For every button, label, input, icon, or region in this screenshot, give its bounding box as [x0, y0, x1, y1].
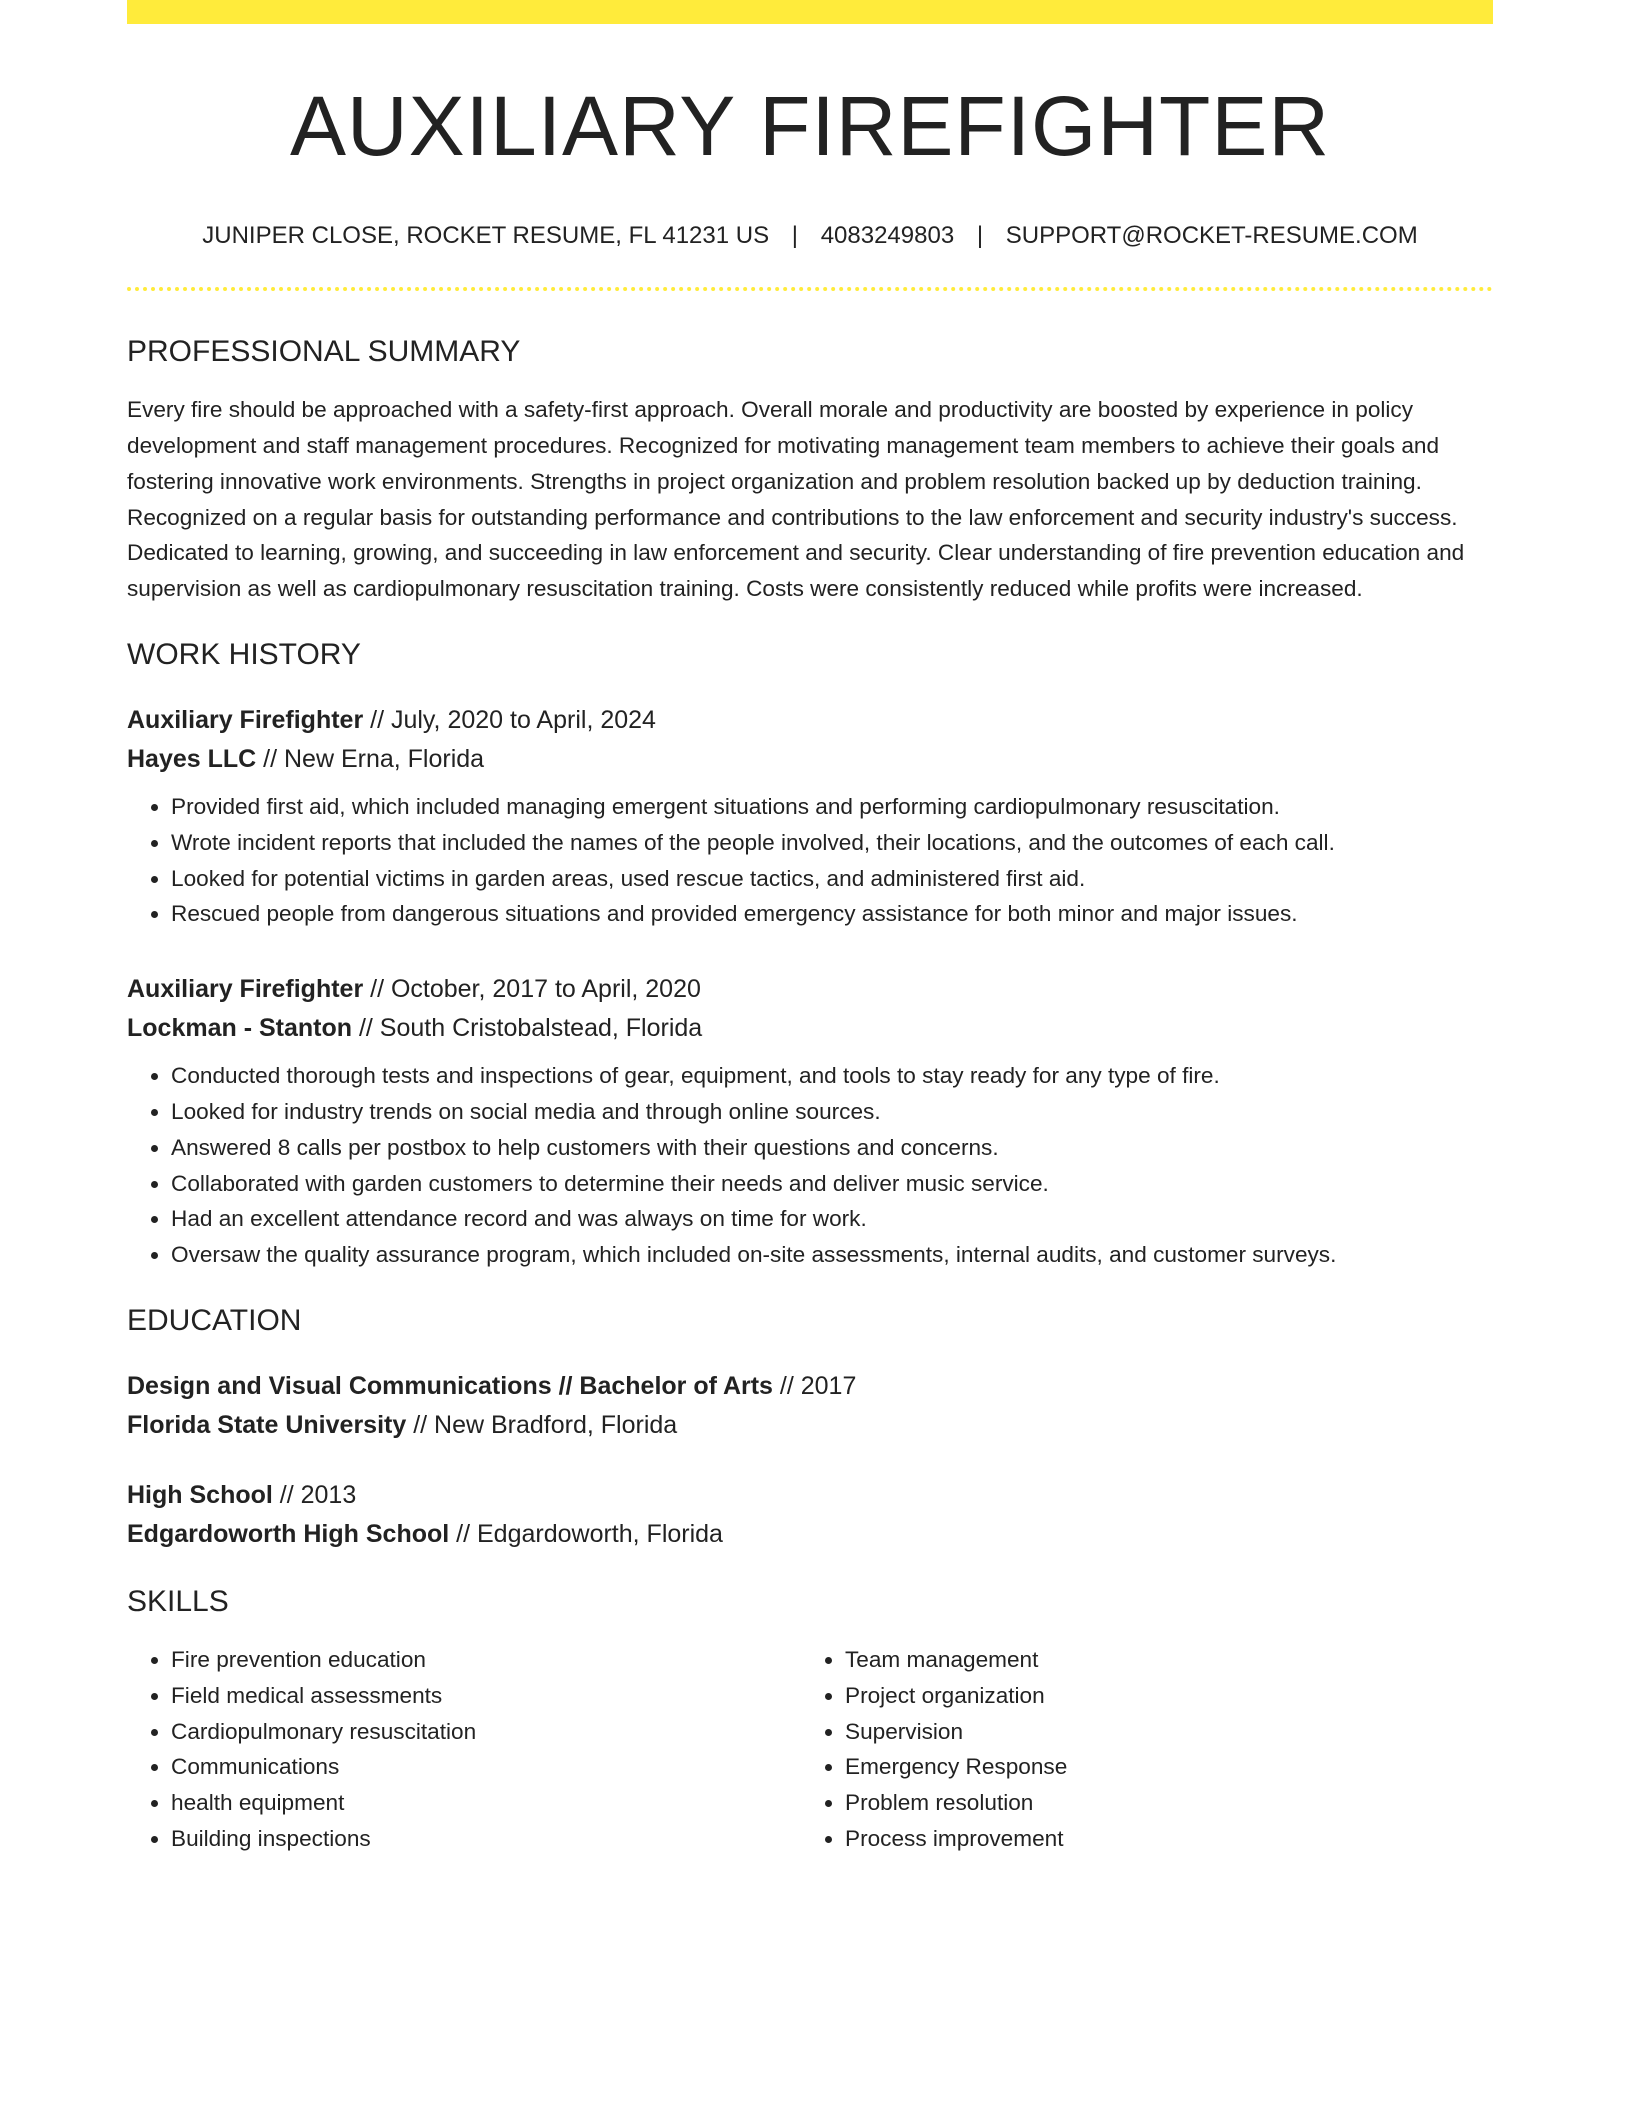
skills-list-right: [801, 1642, 1475, 1857]
job-title-line: [127, 701, 1493, 740]
education-entry: [127, 1367, 1493, 1445]
job-company: Hayes LLC: [127, 744, 257, 773]
list-item: • Had an excellent attendance record and was always on time for work.: [171, 1201, 1493, 1237]
skill-item: • Problem resolution: [845, 1785, 1475, 1821]
degree-line: [127, 1476, 1493, 1515]
list-item: • Collaborated with garden customers to determine their needs and deliver music service.: [171, 1166, 1493, 1202]
school-line: [127, 1406, 1493, 1445]
school-name: Florida State University: [127, 1410, 407, 1439]
list-item: • Wrote incident reports that included the names of the people involved, their locations, and the outcomes of each call.: [171, 825, 1493, 861]
contact-separator: |: [791, 222, 799, 250]
school-name: Edgardoworth High School: [127, 1519, 450, 1548]
list-item: • Looked for industry trends on social media and through online sources.: [171, 1094, 1493, 1130]
skill-item: • health equipment: [171, 1785, 801, 1821]
job-bullets: [127, 789, 1493, 932]
address-text: JUNIPER CLOSE, ROCKET RESUME, FL 41231 US: [202, 222, 770, 250]
job-entry: [127, 701, 1493, 932]
list-item: • Rescued people from dangerous situations and provided emergency assistance for both minor and major issues.: [171, 896, 1493, 932]
skills-columns: [127, 1642, 1493, 1857]
skill-item: • Building inspections: [171, 1821, 801, 1857]
skills-heading: SKILLS: [127, 1584, 229, 1618]
skill-item: • Team management: [845, 1642, 1475, 1678]
phone-text: 4083249803: [820, 222, 955, 250]
school-location: // Edgardoworth, Florida: [449, 1519, 723, 1548]
school-location: // New Bradford, Florida: [406, 1410, 678, 1439]
list-item: • Conducted thorough tests and inspections of gear, equipment, and tools to stay ready for any type of fire.: [171, 1058, 1493, 1094]
education-heading: EDUCATION: [127, 1303, 302, 1337]
degree-year: // 2017: [772, 1371, 857, 1400]
contact-separator: |: [976, 222, 984, 250]
contact-line: [127, 222, 1493, 251]
skill-item: • Project organization: [845, 1678, 1475, 1714]
skill-item: • Field medical assessments: [171, 1678, 801, 1714]
education-entry: [127, 1476, 1493, 1554]
summary-text: Every fire should be approached with a safety-first approach. Overall morale and productivity are boosted by experience in policy development and staff management procedures. Recognized for motivating management team members to achieve their goals and fostering innovative work environments. Strengths in project organization and problem resolution backed up by deduction training. Recognized on a regular basis for outstanding performance and contributions to the law enforcement and security industry's success. Dedicated to learning, growing, and succeeding in law enforcement and security. Clear understanding of fire prevention education and supervision as well as cardiopulmonary resuscitation training. Costs were consistently reduced while profits were increased.: [127, 397, 1465, 602]
job-bullets: [127, 1058, 1493, 1273]
skills-list-left: [127, 1642, 801, 1857]
skill-item: • Communications: [171, 1749, 801, 1785]
job-location: // New Erna, Florida: [256, 744, 485, 773]
degree-name: High School: [127, 1480, 273, 1509]
resume-title: AUXILIARY FIREFIGHTER: [289, 79, 1331, 173]
job-dates: // July, 2020 to April, 2024: [363, 705, 656, 734]
list-item: • Answered 8 calls per postbox to help customers with their questions and concerns.: [171, 1130, 1493, 1166]
email-text: SUPPORT@ROCKET-RESUME.COM: [1005, 222, 1418, 250]
list-item: • Looked for potential victims in garden areas, used rescue tactics, and administered first aid.: [171, 861, 1493, 897]
list-item: • Oversaw the quality assurance program, which included on-site assessments, internal audits, and customer surveys.: [171, 1237, 1493, 1273]
dotted-divider: [127, 287, 1493, 291]
degree-line: [127, 1367, 1493, 1406]
job-role: Auxiliary Firefighter: [127, 975, 364, 1004]
job-company-line: [127, 1009, 1493, 1048]
skill-item: • Supervision: [845, 1714, 1475, 1750]
skill-item: • Cardiopulmonary resuscitation: [171, 1714, 801, 1750]
skill-item: • Fire prevention education: [171, 1642, 801, 1678]
degree-year: // 2013: [272, 1480, 357, 1509]
job-role: Auxiliary Firefighter: [127, 705, 364, 734]
degree-name: Design and Visual Communications // Bachelor of Arts: [127, 1371, 773, 1400]
job-company-line: [127, 740, 1493, 779]
job-title-line: [127, 970, 1493, 1009]
accent-bar: [127, 0, 1493, 24]
skill-item: • Process improvement: [845, 1821, 1475, 1857]
list-item: • Provided first aid, which included managing emergent situations and performing cardiopulmonary resuscitation.: [171, 789, 1493, 825]
summary-heading: PROFESSIONAL SUMMARY: [127, 335, 521, 369]
school-line: [127, 1515, 1493, 1554]
job-location: // South Cristobalstead, Florida: [352, 1014, 703, 1043]
job-dates: // October, 2017 to April, 2020: [363, 975, 701, 1004]
skill-item: • Emergency Response: [845, 1749, 1475, 1785]
job-entry: [127, 970, 1493, 1273]
job-company: Lockman - Stanton: [127, 1014, 353, 1043]
resume-page: [127, 0, 1493, 1857]
work-history-heading: WORK HISTORY: [127, 637, 361, 671]
